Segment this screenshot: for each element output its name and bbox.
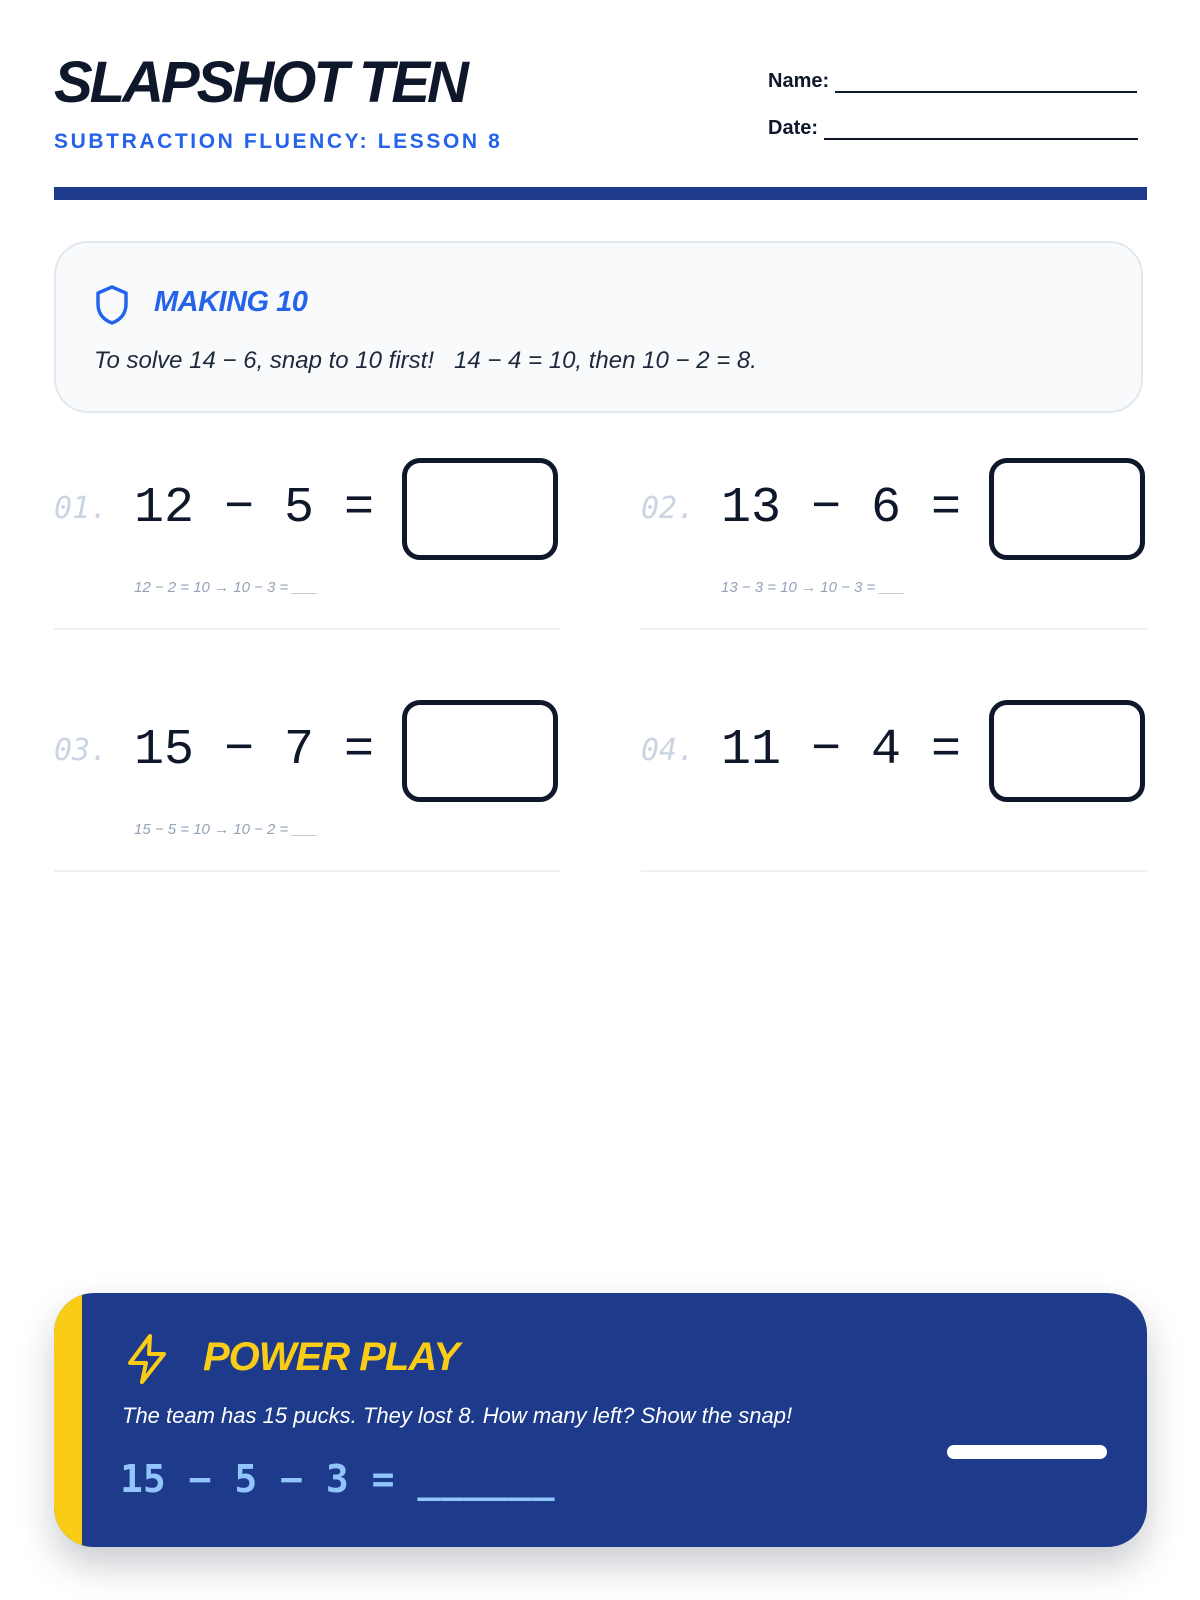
- answer-box[interactable]: [989, 458, 1145, 560]
- problem-2: [641, 458, 1147, 630]
- name-line[interactable]: [835, 73, 1137, 93]
- problem-equation: 15 − 7 =: [134, 722, 375, 779]
- date-field[interactable]: [768, 117, 1138, 140]
- answer-box[interactable]: [989, 700, 1145, 802]
- problem-number: 04.: [641, 733, 696, 768]
- power-play-equation: 15 − 5 − 3 = ______: [120, 1457, 555, 1501]
- problem-divider: [641, 870, 1147, 872]
- problem-4: [641, 700, 1147, 872]
- problem-number: 03.: [54, 733, 109, 768]
- problem-equation: 12 − 5 =: [134, 480, 375, 537]
- date-line[interactable]: [824, 120, 1138, 140]
- answer-box[interactable]: [402, 458, 558, 560]
- worksheet-title: SLAPSHOT TEN: [54, 50, 466, 115]
- name-label: Name:: [768, 70, 830, 92]
- power-play-question: The team has 15 pucks. They lost 8. How many left? Show the snap!: [122, 1403, 793, 1428]
- problem-hint: 12 − 2 = 10 → 10 − 3 = ___: [134, 579, 318, 596]
- problem-divider: [54, 870, 560, 872]
- problem-equation: 13 − 6 =: [721, 480, 962, 537]
- problem-number: 01.: [54, 491, 109, 526]
- problem-number: 02.: [641, 491, 696, 526]
- answer-box[interactable]: [402, 700, 558, 802]
- name-field[interactable]: [768, 70, 1137, 93]
- date-label: Date:: [768, 117, 819, 139]
- power-play-title: POWER PLAY: [203, 1335, 459, 1379]
- header-divider: [54, 187, 1147, 200]
- power-play-answer-field[interactable]: [947, 1445, 1107, 1459]
- lightning-bolt-icon: [122, 1333, 172, 1385]
- problem-1: [54, 458, 560, 630]
- tip-text: To solve 14 − 6, snap to 10 first! 14 − 4 = 10, then 10 − 2 = 8.: [94, 347, 757, 374]
- making-10-tip: [54, 241, 1143, 413]
- problem-divider: [641, 628, 1147, 630]
- power-play-accent-bar: [54, 1293, 82, 1547]
- shield-icon: [94, 284, 130, 326]
- lesson-subtitle: SUBTRACTION FLUENCY: LESSON 8: [54, 130, 503, 153]
- problem-3: [54, 700, 560, 872]
- problem-equation: 11 − 4 =: [721, 722, 962, 779]
- power-play-card: [54, 1293, 1147, 1547]
- problem-divider: [54, 628, 560, 630]
- problem-hint: 13 − 3 = 10 → 10 − 3 = ___: [721, 579, 905, 596]
- problem-hint: 15 − 5 = 10 → 10 − 2 = ___: [134, 821, 318, 838]
- tip-title: MAKING 10: [154, 286, 308, 318]
